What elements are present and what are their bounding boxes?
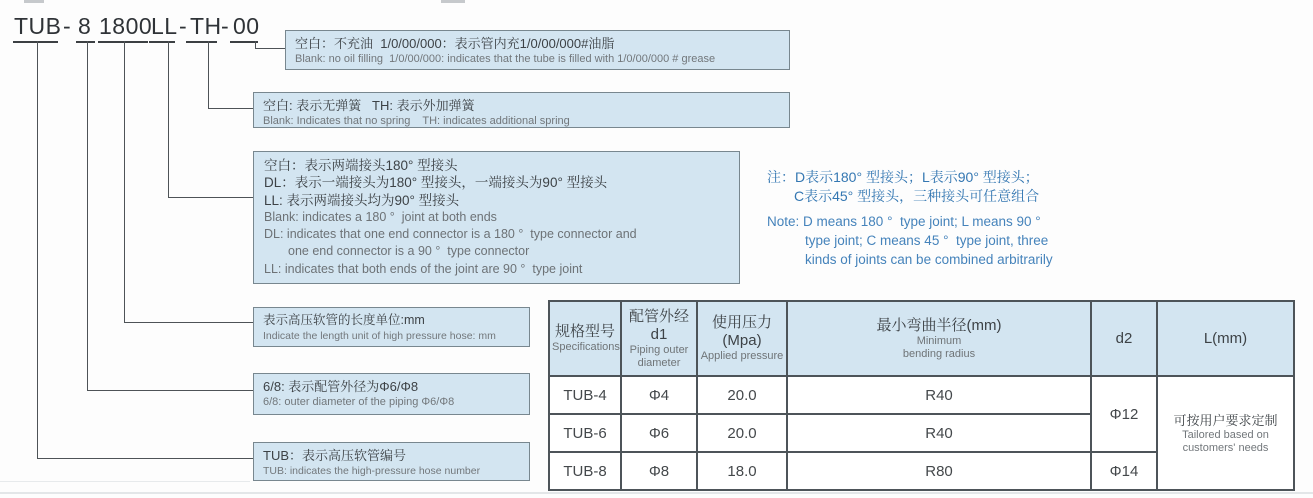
callout-oil-filling: [285, 30, 790, 70]
cell-d2: Φ12: [1091, 376, 1157, 452]
code-segment-8: 8: [78, 13, 92, 39]
header-applied-pressure: [697, 301, 787, 376]
code-segment-tub: TUB: [14, 13, 62, 39]
left-faint-rule: [0, 481, 250, 482]
code-segment-th: TH: [190, 13, 222, 39]
bottom-divider-rule: [0, 492, 1313, 494]
connector-line-1800: [124, 41, 125, 322]
callout-hose-number-zh: TUB：表示高压软管编号: [263, 448, 407, 463]
connector-line-tub: [37, 458, 253, 459]
header-zh: L(mm): [1203, 329, 1248, 347]
header-piping-outer-diameter: [621, 301, 697, 376]
underline-8: [76, 41, 95, 43]
callout-length-unit: [253, 307, 530, 347]
underline-th: [186, 41, 217, 43]
note-line-zh: 注：D表示180° 型接头；L表示90° 型接头；: [767, 169, 1039, 185]
callout-joint-line: LL: indicates that both ends of the joint are 90 ° type joint: [264, 261, 583, 276]
code-segment-ll: LL: [151, 13, 178, 39]
connector-line-1800: [124, 322, 253, 323]
callout-oil-filling-en: Blank: no oil filling 1/0/00/000: indicates that the tube is filled with 1/0/00/000 # grease: [295, 53, 716, 65]
note-line-en: Note: D means 180 ° type joint; L means 90 °: [767, 214, 1041, 229]
underline-tub: [13, 41, 58, 43]
underline-00: [230, 41, 258, 43]
spec-table: [548, 300, 1295, 491]
callout-spring-zh: 空白: 表示无弹簧 TH: 表示外加弹簧: [263, 98, 475, 113]
connector-line-tub: [37, 41, 38, 458]
header-zh: 使用压力(Mpa): [711, 314, 772, 349]
callout-outer-diameter-zh: 6/8: 表示配管外径为Φ6/Φ8: [263, 379, 419, 394]
connector-line-th: [208, 108, 253, 109]
header-d2: [1091, 301, 1157, 376]
connector-line-8: [87, 41, 88, 390]
connector-line-8: [87, 390, 253, 391]
callout-joint-line: LL: 表示两端接头均为90° 型接头: [264, 192, 460, 208]
note-line-en: type joint; C means 45 ° type joint, three: [805, 233, 1049, 248]
header-l-mm: [1157, 301, 1294, 376]
cell-model: TUB-8: [549, 452, 621, 490]
connector-line-00: [255, 48, 285, 49]
header-en: diameter: [637, 356, 681, 369]
callout-joint-line: Blank: indicates a 180 ° joint at both ends: [264, 209, 497, 224]
cell-pressure: 18.0: [697, 452, 787, 490]
callout-oil-filling-zh: 空白：不充油 1/0/00/000：表示管内充1/0/00/000#油脂: [295, 36, 615, 51]
l-cell-en: customers' needs: [1182, 441, 1269, 454]
top-edge-artifact: [441, 0, 465, 3]
connector-line-00: [255, 41, 256, 48]
connector-line-ll: [168, 197, 253, 198]
header-en: Applied pressure: [700, 350, 784, 362]
callout-length-unit-zh: 表示高压软管的长度单位:mm: [263, 313, 425, 327]
cell-l-custom: [1157, 376, 1294, 490]
top-edge-artifact: [24, 0, 44, 3]
code-segment-00: 00: [233, 13, 260, 39]
spec-table-header-row: [549, 301, 1294, 376]
callout-joint-line: 空白：表示两端接头180° 型接头: [264, 158, 458, 173]
joint-type-note: [767, 168, 1207, 269]
cell-model: TUB-4: [549, 376, 621, 414]
cell-radius: R40: [787, 376, 1091, 414]
header-zh: 规格型号: [554, 323, 615, 340]
code-dash: -: [179, 13, 188, 39]
code-dash: -: [221, 13, 230, 39]
header-zh: d2: [1115, 329, 1133, 347]
code-segment-1800: 1800: [99, 13, 153, 39]
header-en: Piping outer: [629, 343, 689, 356]
underline-ll: [149, 41, 175, 43]
callout-outer-diameter-en: 6/8: outer diameter of the piping Φ6/Φ8: [263, 396, 455, 408]
header-minimum-bending-radius: [787, 301, 1091, 376]
note-line-en: kinds of joints can be combined arbitrarily: [805, 252, 1053, 267]
cell-model: TUB-6: [549, 414, 621, 452]
callout-joint-line: DL: indicates that one end connector is a 180 ° type connector and: [264, 227, 637, 242]
callout-joint-line: DL：表示一端接头为180° 型接头，一端接头为90° 型接头: [264, 175, 608, 191]
underline-1800: [98, 41, 148, 43]
connector-line-ll: [168, 41, 169, 197]
header-en: bending radius: [902, 347, 976, 360]
header-en: Minimum: [916, 334, 962, 347]
code-dash: -: [63, 13, 72, 39]
callout-length-unit-en: Indicate the length unit of high pressure hose: mm: [263, 330, 496, 342]
note-line-zh: C表示45° 型接头，三种接头可任意组合: [794, 188, 1040, 204]
table-row: [549, 376, 1294, 414]
cell-pressure: 20.0: [697, 376, 787, 414]
cell-pressure: 20.0: [697, 414, 787, 452]
cell-d2: Φ14: [1091, 452, 1157, 490]
callout-hose-number: [253, 442, 530, 481]
cell-radius: R40: [787, 414, 1091, 452]
cell-radius: R80: [787, 452, 1091, 490]
l-cell-en: Tailored based on: [1182, 428, 1269, 441]
callout-joint-type: [253, 151, 740, 284]
cell-diameter: Φ6: [621, 414, 697, 452]
connector-line-th: [208, 41, 209, 108]
header-specifications: [549, 301, 621, 376]
cell-diameter: Φ4: [621, 376, 697, 414]
callout-hose-number-en: TUB: indicates the high-pressure hose number: [263, 465, 481, 477]
callout-spring-en: Blank: Indicates that no spring TH: indicates additional spring: [263, 115, 570, 127]
callout-outer-diameter: [253, 373, 530, 415]
header-zh: 配管外经d1: [628, 307, 689, 343]
callout-joint-line: one end connector is a 90 ° type connector: [288, 244, 530, 259]
cell-diameter: Φ8: [621, 452, 697, 490]
callout-spring: [253, 92, 790, 128]
header-zh: 最小弯曲半径(mm): [876, 316, 1002, 334]
l-cell-zh: 可按用户要求定制: [1173, 412, 1278, 428]
header-en: Specifications: [552, 341, 620, 353]
